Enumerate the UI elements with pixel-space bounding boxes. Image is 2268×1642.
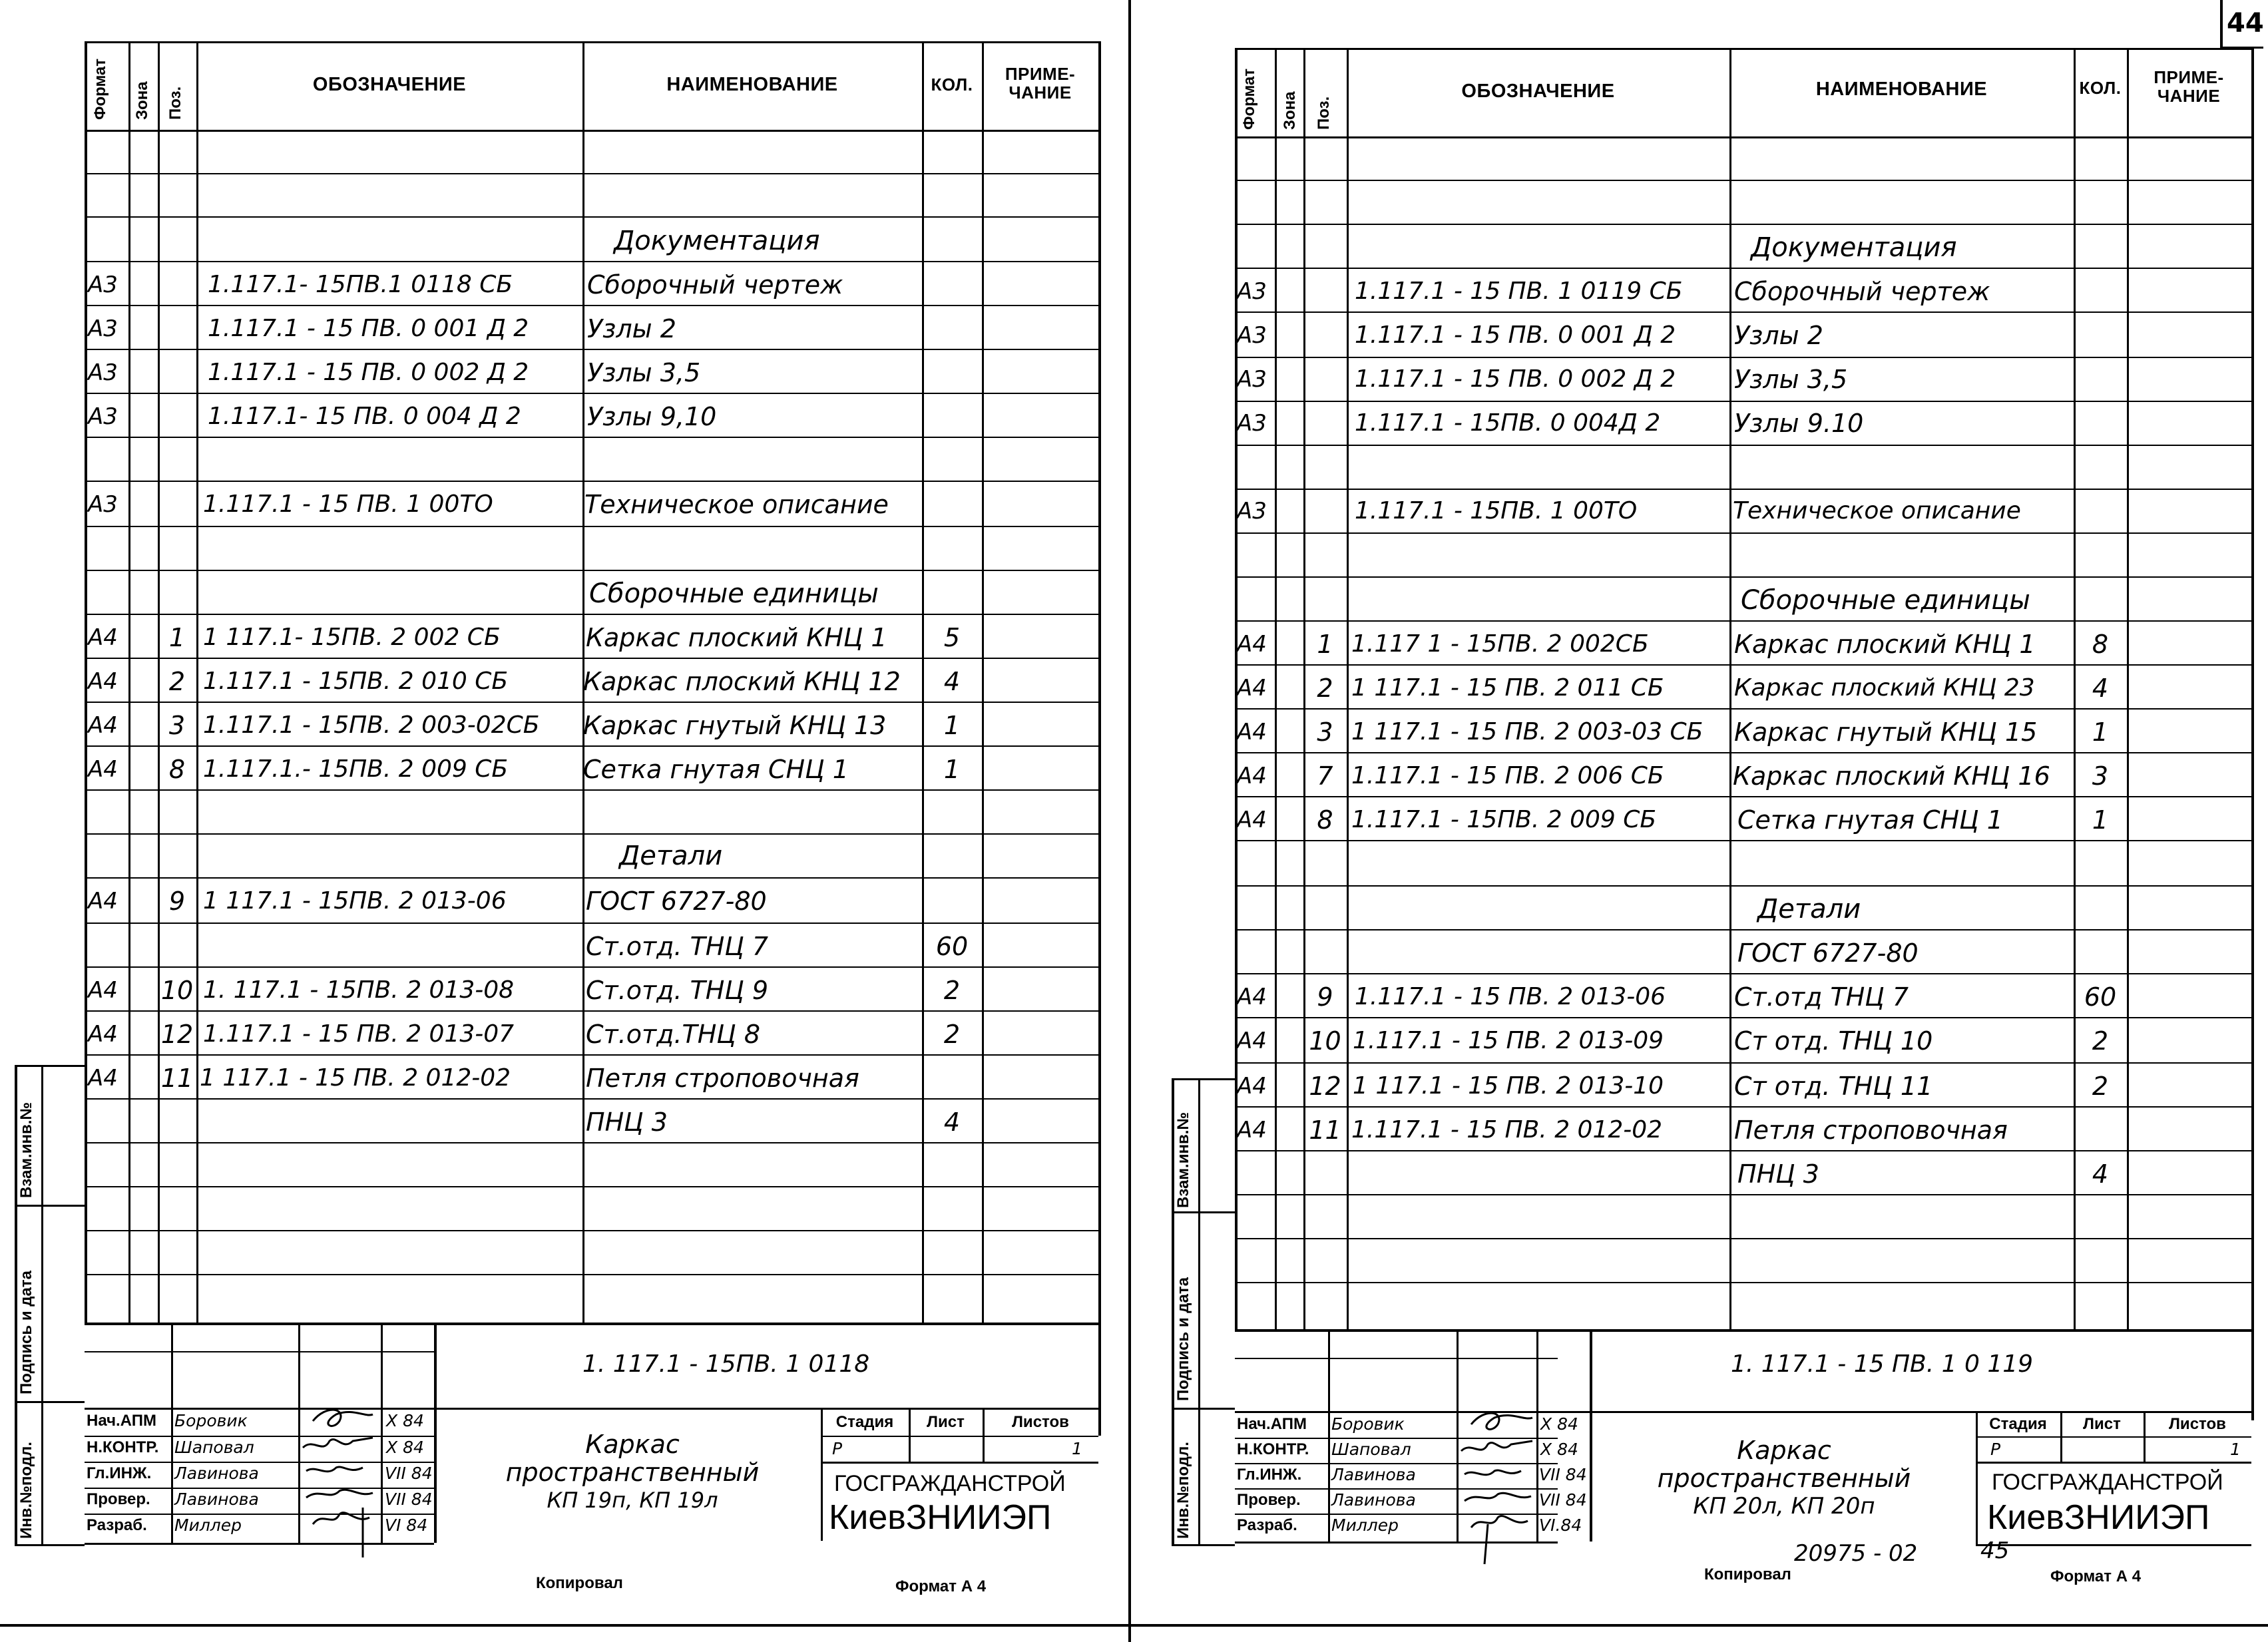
section-assembly-units: Сборочные единицы <box>589 578 879 609</box>
sign-date: VI.84 <box>1539 1516 1582 1535</box>
person-name: Боровик <box>1331 1414 1405 1434</box>
header-note: ПРИМЕ-ЧАНИЕ <box>1005 64 1076 103</box>
stamp-inv-replace: Взам.инв.№ <box>17 1102 35 1198</box>
document-code: 1. 117.1 - 15 ПВ. 1 0 119 <box>1731 1350 2034 1378</box>
signatures-scribble <box>1458 1401 1538 1567</box>
document-code: 1. 117.1 - 15ПВ. 1 0118 <box>582 1350 870 1378</box>
header-zone: Зона <box>133 81 151 120</box>
product-title-line3: КП 19п, КП 19л <box>547 1488 718 1513</box>
section-parts: Детали <box>619 841 723 871</box>
org-institute: КиевЗНИИЭП <box>1987 1498 2210 1537</box>
role-checked: Провер. <box>1237 1491 1301 1509</box>
org-name: ГОСГРАЖДАНСТРОЙ <box>1992 1470 2223 1495</box>
header-qty: КОЛ. <box>2079 77 2122 98</box>
label-sheets: Листов <box>2169 1415 2226 1433</box>
person-name: Лавинова <box>1331 1465 1416 1484</box>
sheets-value: 1 <box>1072 1439 1082 1458</box>
footer-format: Формат А 4 <box>2050 1567 2142 1585</box>
footer-copied: Копировал <box>1704 1565 1791 1583</box>
org-institute: КиевЗНИИЭП <box>829 1498 1052 1537</box>
role-norm-control: Н.КОНТР. <box>1237 1440 1309 1458</box>
label-stage: Стадия <box>1989 1415 2047 1433</box>
sign-date: VI 84 <box>385 1516 428 1535</box>
stage-value: Р <box>832 1439 843 1458</box>
stamp-inv-original: Инв.№подл. <box>17 1442 35 1539</box>
section-documentation: Документация <box>614 226 820 256</box>
spec-sheet-left: Формат Зона Поз. ОБОЗНАЧЕНИЕ НАИМЕНОВАНИЕ КОЛ. ПРИМЕ-ЧАНИЕ Документация Сборочные единицы Детали А3 1.117.1- 15ПВ.1 0118 СБ Сборочный чертеж А3 1.117.1 - 15 ПВ. 0 001 Д 2 Узлы 2 А3 1.117.1 - 15 ПВ. 0 002 Д 2 Узлы 3,5 А3 1.117.1- 15 ПВ. 0 004 Д 2 Узлы 9,10 А3 1.117.1 - 15 ПВ. 1 00ТО Техническое описание А4 1 1 117.1- 15ПВ. 2 002 СБ Каркас плоский КНЦ 1 5 А4 2 1.117.1 - 15ПВ. 2 010 СБ Каркас плоский КНЦ 12 4 А4 3 1.117.1 - 15ПВ. 2 003-02СБ Каркас гнутый КНЦ 13 1 А4 8 1.117.1.- 15ПВ. 2 009 СБ Сетка гнутая СНЦ 1 1 А4 9 1 117.1 - 15ПВ. 2 013-06 ГОСТ 6727-80 Ст.отд. ТНЦ 7 60 А4 10 1. 117.1 - 15ПВ. 2 013-08 Ст.отд. ТНЦ 9 2 А4 12 1.117.1 - 15 ПВ. 2 013-07 Ст.отд.ТНЦ 8 2 А4 11 1 117.1 - 15 ПВ. 2 012-02 Петля строповочная ПНЦ 3 4 Взам.инв.№ Подпись и дата Инв.№подл. 1. 117.1 - 15ПВ. 1 0118 Нач.АПМ Н.КОНТР. Гл.ИНЖ. Провер. Разраб. Боровик Шаповал Лавинова Лавинова Миллер Х 84 Х 84 VII 84 VII 84 VI 84 Каркас пространственный КП 19п, КП 19л Стадия Лист Листов Р 1 ГОСГРАЖДАНСТРОЙ КиевЗНИИЭП Копировал Формат А 4 <box>0 0 1125 1642</box>
label-stage: Стадия <box>835 1413 894 1431</box>
header-format: Формат <box>91 58 109 120</box>
role-chief-engineer: Гл.ИНЖ. <box>87 1464 152 1482</box>
header-designation: ОБОЗНАЧЕНИЕ <box>312 73 467 95</box>
product-title-line1: Каркас <box>1737 1436 1831 1465</box>
header-designation: ОБОЗНАЧЕНИЕ <box>1461 80 1615 102</box>
header-pos: Поз. <box>166 86 184 120</box>
role-norm-control: Н.КОНТР. <box>87 1438 159 1456</box>
section-parts: Детали <box>1757 894 1861 924</box>
person-name: Шаповал <box>1331 1440 1411 1459</box>
footer-format: Формат А 4 <box>895 1577 987 1595</box>
stage-value: Р <box>1990 1440 2001 1459</box>
label-sheet: Лист <box>927 1413 965 1431</box>
spec-sheet-right: 44 Формат Зона Поз. ОБОЗНАЧЕНИЕ НАИМЕНОВАНИЕ КОЛ. ПРИМЕ-ЧАНИЕ Документация Сборочные единицы Детали А3 1.117.1 - 15 ПВ. 1 0119 СБ Сборочный чертеж А3 1.117.1 - 15 ПВ. 0 001 Д 2 Узлы 2 А3 1.117.1 - 15 ПВ. 0 002 Д 2 Узлы 3,5 А3 1.117.1 - 15ПВ. 0 004Д 2 Узлы 9.10 А3 1.117.1 - 15ПВ. 1 00ТО Техническое описание А4 1 1.117 1 - 15ПВ. 2 002СБ Каркас плоский КНЦ 1 8 А4 2 1 117.1 - 15 ПВ. 2 011 СБ Каркас плоский КНЦ 23 4 А4 3 1 117.1 - 15 ПВ. 2 003-03 СБ Каркас гнутый КНЦ 15 1 А4 7 1.117.1 - 15 ПВ. 2 006 СБ Каркас плоский КНЦ 16 3 А4 8 1.117.1 - 15ПВ. 2 009 СБ Сетка гнутая СНЦ 1 1 ГОСТ 6727-80 А4 9 1.117.1 - 15 ПВ. 2 013-06 Ст.отд ТНЦ 7 60 А4 10 1.117.1 - 15 ПВ. 2 013-09 Ст отд. ТНЦ 10 2 А4 12 1 117.1 - 15 ПВ. 2 013-10 Ст отд. ТНЦ 11 2 А4 11 1.117.1 - 15 ПВ. 2 012-02 Петля строповочная ПНЦ 3 4 Взам.инв.№ Подпись и дата Инв.№подл. 1. 117.1 - 15 ПВ. 1 0 119 Нач.АПМ Н.КОНТР. Гл.ИНЖ. Провер. Разраб. Боровик Шаповал Лавинова Лавинова Миллер Х 84 Х 84 VII 84 VII 84 VI.84 Каркас пространственный КП 20л, КП 20п Стадия Лист Листов Р 1 ГОСГРАЖДАНСТРОЙ КиевЗНИИЭП 20975 - 02 45 Копировал Формат А 4 <box>1132 0 2268 1642</box>
label-sheets: Листов <box>1012 1413 1069 1431</box>
bottom-rule <box>0 1624 2268 1627</box>
sign-date: Х 84 <box>1540 1414 1578 1434</box>
role-head-apm: Нач.АПМ <box>1237 1415 1307 1433</box>
inventory-note-page: 45 <box>1980 1538 2010 1564</box>
section-assembly-units: Сборочные единицы <box>1741 585 2030 616</box>
stamp-sign-date: Подпись и дата <box>17 1271 35 1394</box>
header-zone: Зона <box>1281 91 1299 130</box>
header-name: НАИМЕНОВАНИЕ <box>666 73 838 95</box>
header-name: НАИМЕНОВАНИЕ <box>1815 79 1988 100</box>
header-pos: Поз. <box>1315 96 1333 130</box>
stamp-sign-date: Подпись и дата <box>1174 1277 1192 1401</box>
stamp-inv-original: Инв.№подл. <box>1174 1442 1192 1539</box>
sign-date: Х 84 <box>1540 1440 1578 1459</box>
person-name: Миллер <box>1331 1516 1399 1535</box>
person-name: Лавинова <box>174 1464 259 1483</box>
sign-date: VII 84 <box>385 1464 433 1483</box>
role-developed: Разраб. <box>1237 1516 1297 1534</box>
sign-date: VII 84 <box>1539 1465 1587 1484</box>
signatures-scribble <box>300 1401 383 1561</box>
sign-date: Х 84 <box>386 1438 424 1457</box>
sheets-value: 1 <box>2230 1440 2241 1459</box>
label-sheet: Лист <box>2083 1415 2121 1433</box>
page-number: 44 <box>2227 8 2264 39</box>
role-developed: Разраб. <box>87 1516 147 1534</box>
person-name: Лавинова <box>1331 1490 1416 1510</box>
org-name: ГОСГРАЖДАНСТРОЙ <box>834 1471 1066 1496</box>
sign-date: VII 84 <box>1539 1490 1587 1510</box>
role-checked: Провер. <box>87 1490 150 1508</box>
sign-date: Х 84 <box>386 1411 424 1430</box>
header-note: ПРИМЕ-ЧАНИЕ <box>2154 67 2224 106</box>
page-divider <box>1128 0 1131 1642</box>
person-name: Боровик <box>174 1411 248 1430</box>
product-title-line2: пространственный <box>1657 1464 1911 1493</box>
header-qty: КОЛ. <box>931 74 973 95</box>
product-title-line3: КП 20л, КП 20п <box>1693 1493 1875 1520</box>
stamp-inv-replace: Взам.инв.№ <box>1174 1112 1192 1208</box>
header-format: Формат <box>1240 68 1258 130</box>
role-chief-engineer: Гл.ИНЖ. <box>1237 1466 1302 1484</box>
product-title-line1: Каркас <box>585 1430 680 1459</box>
footer-copied: Копировал <box>536 1574 623 1592</box>
person-name: Шаповал <box>174 1438 254 1457</box>
role-head-apm: Нач.АПМ <box>87 1412 156 1430</box>
sign-date: VII 84 <box>385 1490 433 1509</box>
inventory-note: 20975 - 02 <box>1794 1540 1918 1567</box>
section-documentation: Документация <box>1751 232 1957 263</box>
person-name: Миллер <box>174 1516 242 1535</box>
product-title-line2: пространственный <box>505 1458 760 1487</box>
person-name: Лавинова <box>174 1490 259 1509</box>
